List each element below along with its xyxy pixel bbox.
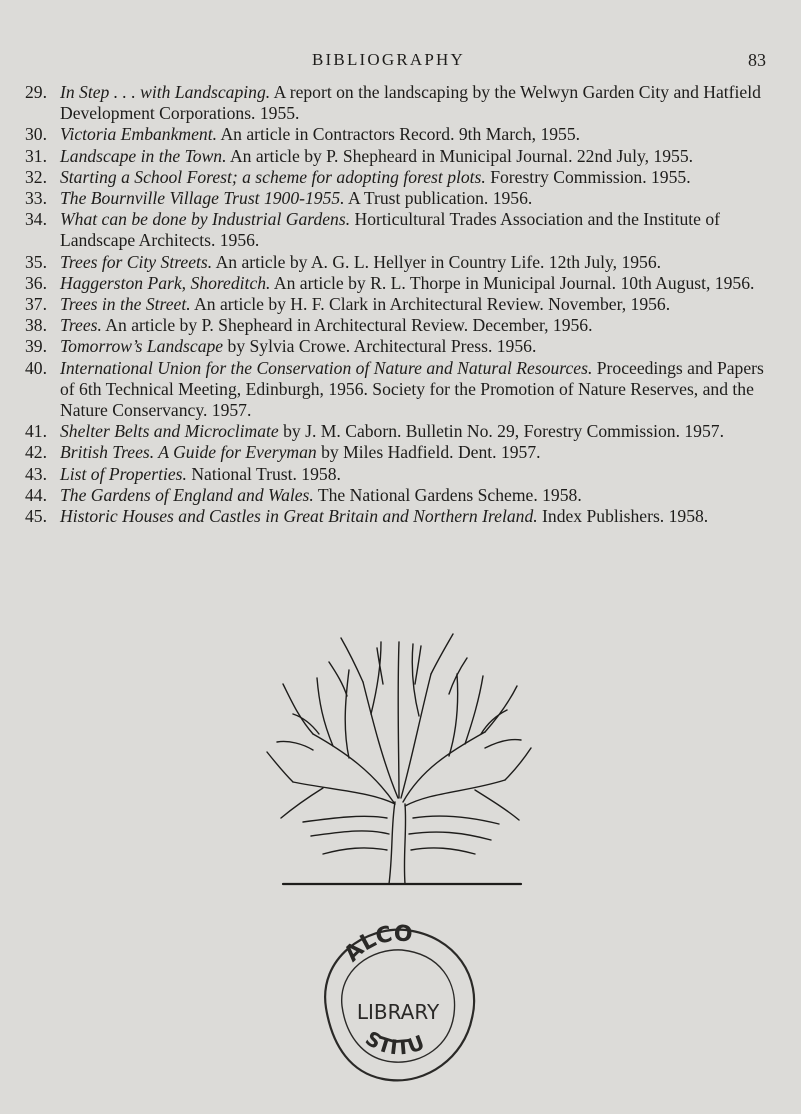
entry-number: 41. xyxy=(25,421,47,442)
entry-title: What can be done by Industrial Gardens. xyxy=(60,209,351,230)
entry-number: 37. xyxy=(25,294,47,315)
entry-details: A report on the landscaping by the Welwyn Garden City and Hatfield Development Corporations. 1955. xyxy=(60,82,761,124)
stamp-bottom-text: STITU xyxy=(361,1026,428,1060)
entry-details: Forestry Commission. 1955. xyxy=(485,166,691,187)
entry-details: by J. M. Caborn. Bulletin No. 29, Forestry Commission. 1957. xyxy=(278,421,724,442)
entry-number: 32. xyxy=(25,166,47,187)
entry-number: 30. xyxy=(25,124,47,145)
entry-details: An article by H. F. Clark in Architectural Review. November, 1956. xyxy=(190,294,671,315)
entry-title: In Step . . . with Landscaping. xyxy=(60,82,271,102)
entry-title: Trees for City Streets. xyxy=(60,251,213,272)
library-stamp xyxy=(306,918,486,1088)
entry-title: International Union for the Conservation of Nature and Natural Resources. xyxy=(60,357,593,378)
page-number: 83 xyxy=(748,50,766,70)
entry-number: 35. xyxy=(25,251,47,272)
entry-title: Victoria Embankment. xyxy=(60,124,218,145)
running-title: BIBLIOGRAPHY xyxy=(312,50,465,69)
entry-title: Landscape in the Town. xyxy=(60,145,227,166)
bibliography-entry xyxy=(25,124,770,145)
entry-number: 45. xyxy=(25,506,47,527)
entry-number: 34. xyxy=(25,209,47,230)
entry-title: Tomorrow’s Landscape xyxy=(60,336,224,357)
bibliography-entry xyxy=(25,421,770,442)
entry-details: An article by R. L. Thorpe in Municipal Journal. 10th August, 1956. xyxy=(270,272,755,293)
entry-title: British Trees. A Guide for Everyman xyxy=(60,442,317,463)
entry-details: National Trust. 1958. xyxy=(186,463,341,484)
bibliography-entry xyxy=(25,485,770,506)
entry-details: by Sylvia Crowe. Architectural Press. 1956. xyxy=(223,336,537,357)
entry-number: 31. xyxy=(25,145,47,166)
svg-text:ALCO xyxy=(340,921,414,967)
entry-details: by Miles Hadfield. Dent. 1957. xyxy=(316,442,541,463)
entry-title: Trees in the Street. xyxy=(60,294,191,315)
entry-details: Index Publishers. 1958. xyxy=(537,506,709,527)
entry-details: An article by P. Shepheard in Municipal Journal. 22nd July, 1955. xyxy=(226,145,694,166)
stamp-library-text: LIBRARY xyxy=(356,1000,440,1024)
entry-number: 42. xyxy=(25,442,47,463)
bibliography-entry xyxy=(25,315,770,336)
entry-title: Trees. xyxy=(60,315,102,336)
entry-title: Starting a School Forest; a scheme for adopting forest plots. xyxy=(60,166,486,187)
bibliography-entry xyxy=(25,442,770,463)
bibliography-entry xyxy=(25,358,770,422)
bibliography-entry xyxy=(25,188,770,209)
bibliography-entry xyxy=(25,146,770,167)
bibliography-entry xyxy=(25,209,770,251)
entry-details: An article by P. Shepheard in Architectural Review. December, 1956. xyxy=(101,315,593,336)
bibliography-entry xyxy=(25,82,770,124)
tree-illustration xyxy=(253,622,543,892)
entry-title: The Gardens of England and Wales. xyxy=(60,484,314,505)
entry-number: 43. xyxy=(25,463,47,484)
entry-details: Proceedings and Papers of 6th Technical Meeting, Edinburgh, 1956. Society for the Promotion of Nature Reserves, and the Nature Conservancy. 1957. xyxy=(60,357,764,421)
entry-title: Haggerston Park, Shoreditch. xyxy=(60,272,271,293)
bibliography-entry xyxy=(25,336,770,357)
entry-number: 39. xyxy=(25,336,47,357)
entry-number: 38. xyxy=(25,315,47,336)
entry-number: 33. xyxy=(25,188,47,209)
bibliography-list xyxy=(25,82,770,527)
entry-details: The National Gardens Scheme. 1958. xyxy=(313,484,582,505)
bibliography-entry xyxy=(25,252,770,273)
bibliography-entry xyxy=(25,464,770,485)
entry-details: Horticultural Trades Association and the Institute of Landscape Architects. 1956. xyxy=(60,209,720,251)
page-header xyxy=(0,50,801,74)
entry-title: Shelter Belts and Microclimate xyxy=(60,421,279,442)
bibliography-entry xyxy=(25,506,770,527)
library-stamp-graphic xyxy=(306,918,486,1088)
entry-title: List of Properties. xyxy=(60,463,187,484)
bibliography-entry xyxy=(25,273,770,294)
entry-title: Historic Houses and Castles in Great Britain and Northern Ireland. xyxy=(60,506,538,527)
bibliography-entry xyxy=(25,294,770,315)
entry-number: 44. xyxy=(25,484,47,505)
stamp-top-text: ALCO xyxy=(339,921,414,968)
entry-number: 40. xyxy=(25,357,47,378)
entry-details: An article in Contractors Record. 9th March, 1955. xyxy=(217,124,581,145)
bibliography-entry xyxy=(25,167,770,188)
entry-details: An article by A. G. L. Hellyer in Country Life. 12th July, 1956. xyxy=(212,251,662,272)
entry-number: 36. xyxy=(25,272,47,293)
entry-title: The Bournville Village Trust 1900-1955. xyxy=(60,188,345,209)
entry-details: A Trust publication. 1956. xyxy=(344,188,533,209)
entry-number: 29. xyxy=(25,82,47,102)
